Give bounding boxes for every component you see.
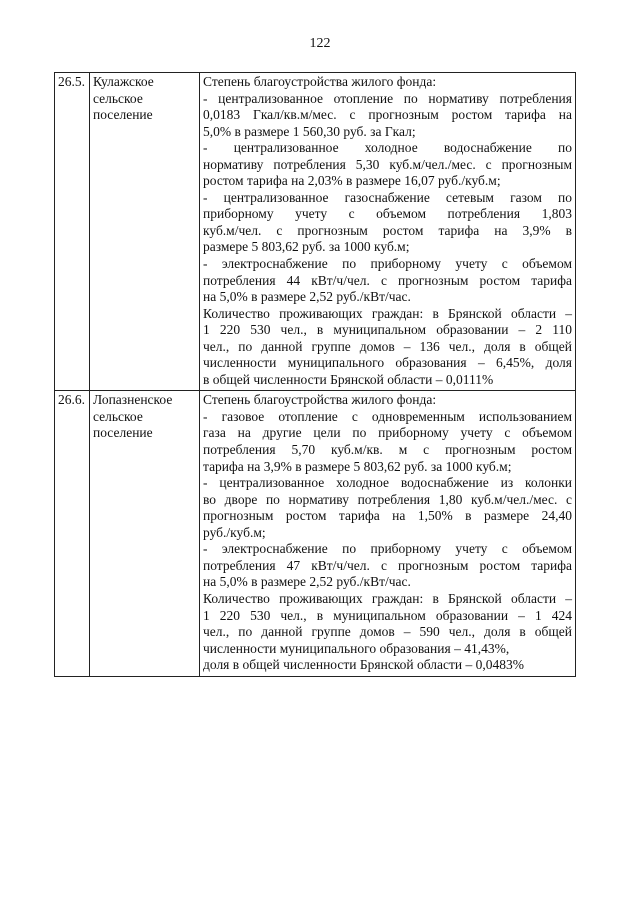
description-line: приборному учету с объемом потребления 1,803 [203, 206, 572, 222]
description-line: Количество проживающих граждан: в Брянской области – [203, 590, 572, 606]
description-line: - газовое отопление с одновременным использованием [203, 408, 572, 424]
table-row [55, 73, 576, 391]
description-line: куб.м/чел. с прогнозным ростом тарифа на 3,9% в [203, 222, 572, 238]
description-line: - централизованное отопление по нормативу потребления [203, 90, 572, 106]
settlement-name-line: поселение [93, 425, 153, 441]
settlement-name-line: сельское [93, 408, 143, 424]
settlement-name [90, 391, 200, 676]
row-number: 26.5. [55, 73, 90, 391]
description-line: численности муниципального образования – 41,43%, [203, 640, 510, 656]
settlement-name-line: Лопазненское [93, 392, 173, 408]
description-line: руб./куб.м; [203, 524, 266, 540]
description-line: в общей численности Брянской области – 0,0111% [203, 371, 494, 387]
table-row [55, 391, 576, 676]
settlement-name-line: Кулажское [93, 74, 154, 89]
settlement-name-line: поселение [93, 107, 153, 123]
description-line: - централизованное холодное водоснабжение по [203, 140, 572, 156]
settlement-description [200, 73, 576, 391]
description-line: доля в общей численности Брянской области – 0,0483% [203, 657, 525, 673]
description-line: 5,0% в размере 1 560,30 руб. за Гкал; [203, 123, 416, 139]
description-line: 1 220 530 чел., в муниципальном образовании – 2 110 [203, 322, 572, 338]
description-line: Количество проживающих граждан: в Брянской области – [203, 305, 572, 321]
description-line: - электроснабжение по приборному учету с объемом [203, 541, 572, 557]
description-line: потребления 47 кВт/ч/чел. с прогнозным ростом тарифа [203, 557, 572, 573]
description-line: Степень благоустройства жилого фонда: [203, 74, 437, 89]
description-line: - централизованное газоснабжение сетевым газом по [203, 189, 572, 205]
settlement-name-line: сельское [93, 90, 143, 106]
settlements-table [54, 72, 576, 677]
description-line: потребления 5,70 куб.м/кв. м с прогнозным ростом [203, 442, 572, 458]
description-line: на 5,0% в размере 2,52 руб./кВт/час. [203, 289, 411, 305]
description-line: газа на другие цели по приборному учету с объемом [203, 425, 572, 441]
description-line: 1 220 530 чел., в муниципальном образовании – 1 424 [203, 607, 572, 623]
description-line: потребления 44 кВт/ч/чел. с прогнозным ростом тарифа [203, 272, 572, 288]
description-line: ростом тарифа на 2,03% в размере 16,07 руб./куб.м; [203, 173, 501, 189]
description-line: 0,0183 Гкал/кв.м/мес. с прогнозным ростом тарифа на [203, 107, 572, 123]
description-line: тарифа на 3,9% в размере 5 803,62 руб. за 1000 куб.м; [203, 458, 512, 474]
description-line: чел., по данной группе домов – 136 чел., доля в общей [203, 338, 572, 354]
description-line: чел., по данной группе домов – 590 чел., доля в общей [203, 624, 572, 640]
page-number: 122 [309, 36, 331, 51]
description-line: размере 5 803,62 руб. за 1000 куб.м; [203, 239, 410, 255]
description-line: нормативу потребления 5,30 куб.м/чел./мес. с прогнозным [203, 156, 572, 172]
description-line: - электроснабжение по приборному учету с объемом [203, 256, 572, 272]
table-body [55, 73, 576, 677]
description-line: прогнозным ростом тарифа на 1,50% в размере 24,40 [203, 508, 572, 524]
description-line: на 5,0% в размере 2,52 руб./кВт/час. [203, 574, 411, 590]
settlement-description [200, 391, 576, 676]
row-number: 26.6. [55, 391, 90, 676]
description-line: во дворе по нормативу потребления 1,80 куб.м/чел./мес. с [203, 491, 572, 507]
description-line: Степень благоустройства жилого фонда: [203, 392, 437, 408]
settlement-name [90, 73, 200, 391]
description-line: численности муниципального образования – 6,45%, доля [203, 355, 572, 371]
description-line: - централизованное холодное водоснабжение из колонки [203, 475, 572, 491]
